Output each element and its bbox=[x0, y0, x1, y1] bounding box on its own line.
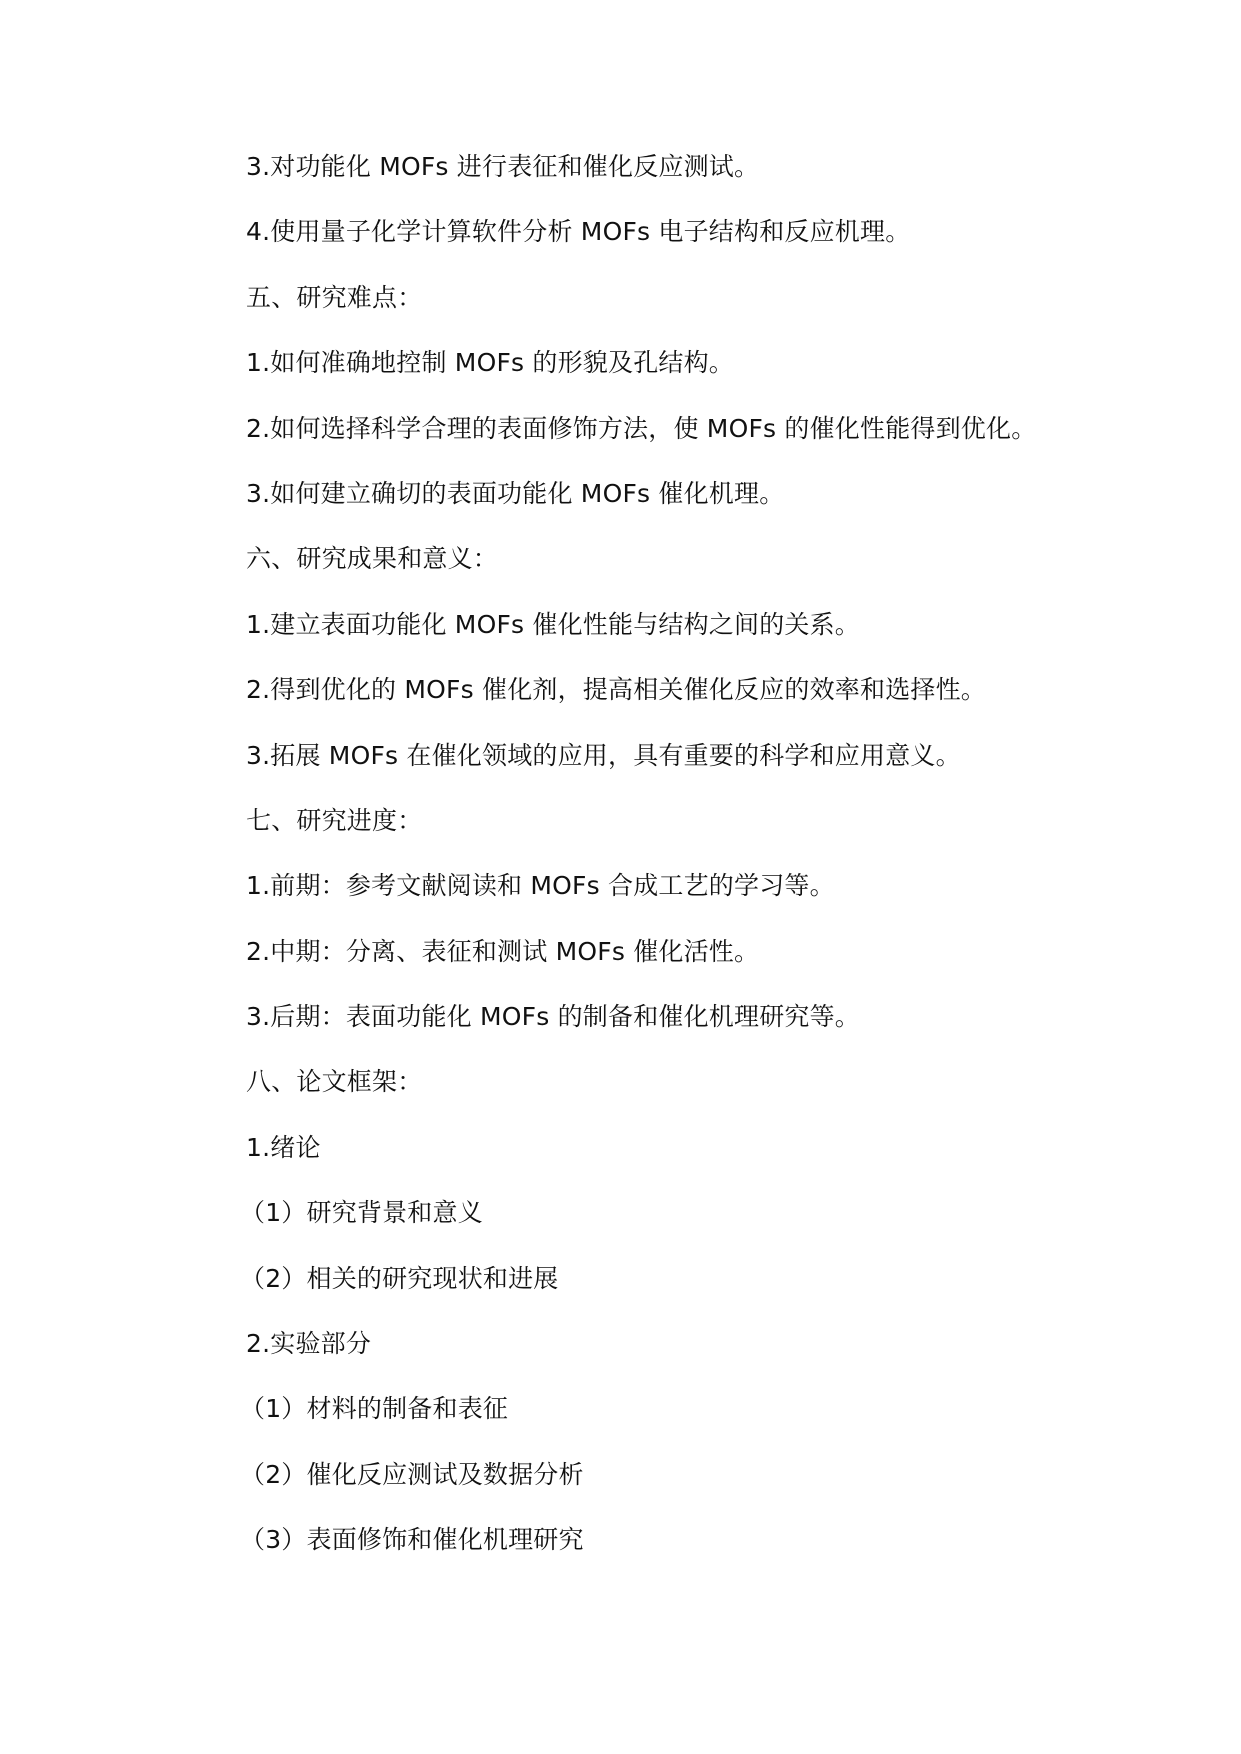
framework-chapter-2: 2.实验部分 bbox=[246, 1329, 372, 1359]
section-heading-framework: 八、论文框架： bbox=[246, 1067, 423, 1097]
progress-item-1: 1.前期：参考文献阅读和 MOFs 合成工艺的学习等。 bbox=[246, 871, 835, 901]
section-heading-difficulties: 五、研究难点： bbox=[246, 282, 423, 312]
framework-chapter-1: 1.绪论 bbox=[246, 1132, 321, 1162]
difficulty-item-2: 2.如何选择科学合理的表面修饰方法，使 MOFs 的催化性能得到优化。 bbox=[246, 413, 1037, 443]
section-heading-progress: 七、研究进度： bbox=[246, 805, 423, 835]
progress-item-3: 3.后期：表面功能化 MOFs 的制备和催化机理研究等。 bbox=[246, 1002, 861, 1032]
framework-subitem: （2）催化反应测试及数据分析 bbox=[240, 1459, 584, 1489]
section-heading-results: 六、研究成果和意义： bbox=[246, 544, 499, 574]
research-method-item-3: 3.对功能化 MOFs 进行表征和催化反应测试。 bbox=[246, 152, 760, 181]
document-body bbox=[240, 152, 1146, 1591]
framework-subitem: （1）研究背景和意义 bbox=[240, 1198, 483, 1228]
framework-subitem: （3）表面修饰和催化机理研究 bbox=[240, 1525, 584, 1555]
framework-subitem: （2）相关的研究现状和进展 bbox=[240, 1263, 559, 1293]
research-method-item-4: 4.使用量子化学计算软件分析 MOFs 电子结构和反应机理。 bbox=[246, 217, 911, 247]
result-item-1: 1.建立表面功能化 MOFs 催化性能与结构之间的关系。 bbox=[246, 609, 861, 639]
difficulty-item-1: 1.如何准确地控制 MOFs 的形貌及孔结构。 bbox=[246, 348, 734, 378]
result-item-3: 3.拓展 MOFs 在催化领域的应用，具有重要的科学和应用意义。 bbox=[246, 740, 961, 770]
difficulty-item-3: 3.如何建立确切的表面功能化 MOFs 催化机理。 bbox=[246, 478, 785, 508]
result-item-2: 2.得到优化的 MOFs 催化剂，提高相关催化反应的效率和选择性。 bbox=[246, 675, 987, 705]
framework-subitem: （1）材料的制备和表征 bbox=[240, 1394, 509, 1424]
progress-item-2: 2.中期：分离、表征和测试 MOFs 催化活性。 bbox=[246, 936, 760, 966]
